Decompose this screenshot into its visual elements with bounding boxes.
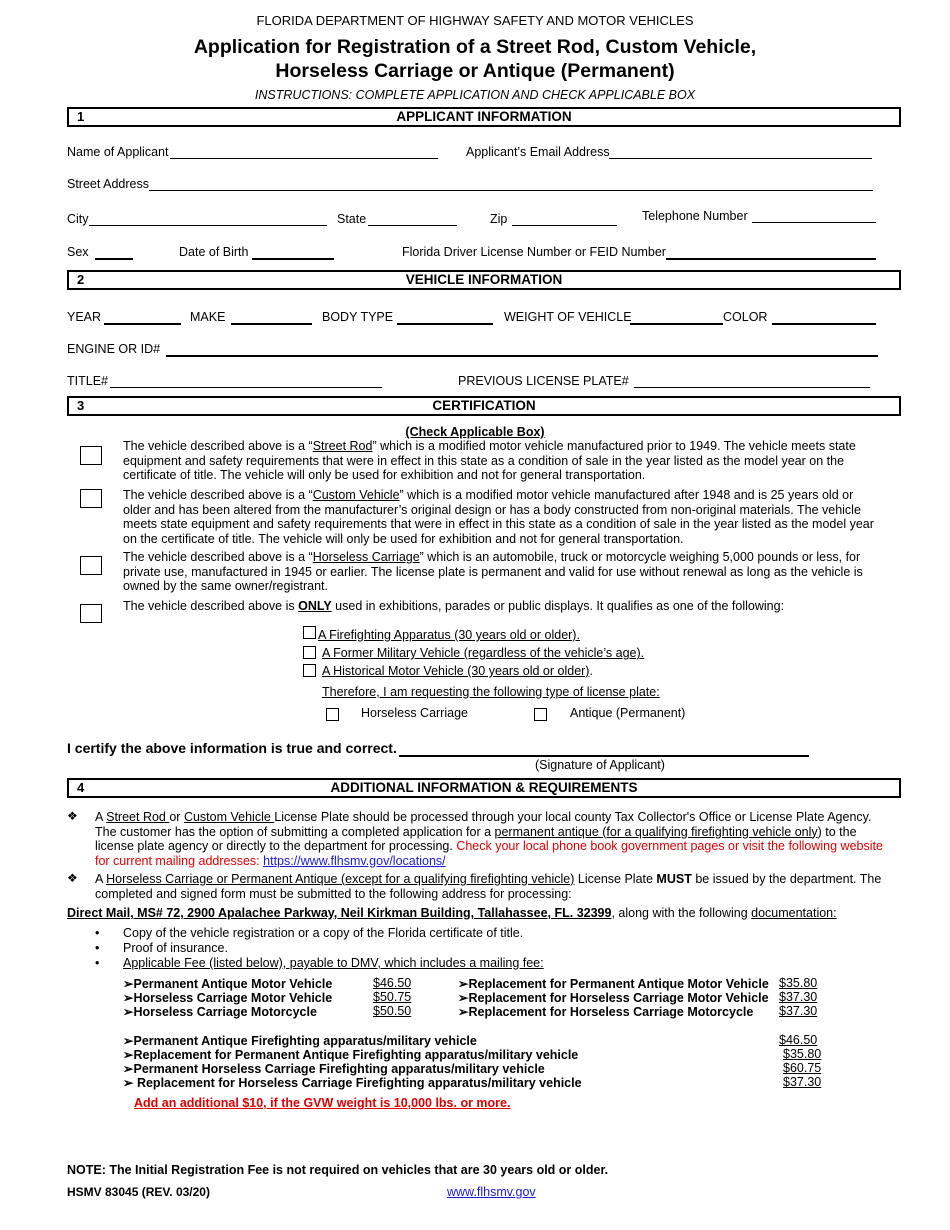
section-number: 4 xyxy=(77,780,85,795)
therefore-statement: Therefore, I am requesting the following type of license plate: xyxy=(322,685,660,699)
signature-field[interactable] xyxy=(399,755,809,757)
prev-plate-field[interactable] xyxy=(634,387,870,388)
street-label: Street Address xyxy=(67,177,149,191)
dob-label: Date of Birth xyxy=(179,245,249,259)
locations-link[interactable]: https://www.flhsmv.gov/locations/ xyxy=(263,853,446,868)
bullet-icon: • xyxy=(95,926,100,940)
website-link[interactable]: www.flhsmv.gov xyxy=(447,1185,536,1199)
phone-label: Telephone Number xyxy=(642,209,748,223)
name-label: Name of Applicant xyxy=(67,145,169,159)
state-field[interactable] xyxy=(368,225,457,226)
engine-label: ENGINE OR ID# xyxy=(67,342,161,356)
engine-field[interactable] xyxy=(166,355,878,357)
fee-label: ➢Horseless Carriage Motorcycle xyxy=(123,1005,317,1019)
fee-label: ➢Permanent Horseless Carriage Firefighting apparatus/military vehicle xyxy=(123,1062,545,1076)
sex-label: Sex xyxy=(67,245,89,259)
fee-amount: $50.50 xyxy=(373,1004,412,1018)
custom-vehicle-statement: The vehicle described above is a “Custom Vehicle” which is a modified motor vehicle manufactured after 1948 and is 25 years old or older and has been altered from the manufacturer’s original design or has a body constructed from non-original materials. The vehicle meets state equipment and safety requirements that were in effect in this state as a condition of sale in the year listed as the model year on the certificate of title. The vehicle will only be used for exhibition and not for general transportation. xyxy=(123,488,874,546)
diamond-bullet-icon: ❖ xyxy=(67,871,78,885)
form-title-line1: Application for Registration of a Street Rod, Custom Vehicle, xyxy=(193,36,757,58)
section-number: 1 xyxy=(77,109,85,124)
fee-amount: $37.30 xyxy=(779,990,818,1004)
doc-item: Copy of the vehicle registration or a copy of the Florida certificate of title. xyxy=(123,926,524,940)
section-title: VEHICLE INFORMATION xyxy=(405,272,563,287)
fee-label: ➢Replacement for Horseless Carriage Motorcycle xyxy=(458,1005,754,1019)
make-label: MAKE xyxy=(190,310,226,324)
exhibition-only-statement: The vehicle described above is ONLY used in exhibitions, parades or public displays. It qualifies as one of the following: xyxy=(123,599,785,613)
fee-amount: $35.80 xyxy=(783,1047,822,1061)
fee-amount: $37.30 xyxy=(779,1004,818,1018)
weight-label: WEIGHT OF VEHICLE xyxy=(504,310,632,324)
fee-amount: $35.80 xyxy=(779,976,818,990)
exhibition-only-checkbox[interactable] xyxy=(80,604,102,623)
historical-checkbox[interactable] xyxy=(303,664,316,677)
prev-plate-label: PREVIOUS LICENSE PLATE# xyxy=(458,374,629,388)
military-checkbox[interactable] xyxy=(303,646,316,659)
fee-amount: $37.30 xyxy=(783,1075,822,1089)
section-number: 3 xyxy=(77,398,85,413)
fee-amount: $50.75 xyxy=(373,990,412,1004)
section-title: ADDITIONAL INFORMATION & REQUIREMENTS xyxy=(330,780,638,795)
zip-field[interactable] xyxy=(512,225,617,226)
doc-item: Proof of insurance. xyxy=(123,941,228,955)
name-field[interactable] xyxy=(170,158,438,159)
year-field[interactable] xyxy=(104,323,181,325)
fee-amount: $60.75 xyxy=(783,1061,822,1075)
historical-option: A Historical Motor Vehicle (30 years old or older). xyxy=(322,664,593,678)
title-field[interactable] xyxy=(110,387,382,388)
instructions: INSTRUCTIONS: COMPLETE APPLICATION AND CHECK APPLICABLE BOX xyxy=(254,88,696,102)
dob-field[interactable] xyxy=(252,258,334,260)
antique-plate-label: Antique (Permanent) xyxy=(570,706,686,720)
department-name: FLORIDA DEPARTMENT OF HIGHWAY SAFETY AND MOTOR VEHICLES xyxy=(256,13,694,28)
gvw-note: Add an additional $10, if the GVW weight is 10,000 lbs. or more. xyxy=(134,1096,511,1110)
diamond-bullet-icon: ❖ xyxy=(67,809,78,823)
fee-label: ➢Permanent Antique Motor Vehicle xyxy=(123,977,333,991)
fee-label: ➢Permanent Antique Firefighting apparatus/military vehicle xyxy=(123,1034,477,1048)
fee-amount: $46.50 xyxy=(373,976,412,990)
section-title: APPLICANT INFORMATION xyxy=(396,109,572,124)
street-rod-processing-note: A Street Rod or Custom Vehicle License Plate should be processed through your local county Tax Collector's Office or License Plate Agency. The customer has the option of submitting a completed application for a permanent antique (for a qualifying firefighting vehicle only) to the license plate agency or directly to the department for processing. Check your local phone book government pages or visit the following website for current mailing addresses: https://www.flhsmv.gov/locations/ xyxy=(95,810,883,868)
footer-note: NOTE: The Initial Registration Fee is not required on vehicles that are 30 years old or older. xyxy=(67,1163,609,1177)
fee-label: ➢Replacement for Horseless Carriage Motor Vehicle xyxy=(458,991,769,1005)
street-rod-statement: The vehicle described above is a “Street Rod” which is a modified motor vehicle manufactured prior to 1949. The vehicle meets state equipment and safety requirements that were in effect in this state as a condition of sale in the year listed as the model year on the certificate of title. The vehicle will only be used for exhibition and not for general transportation. xyxy=(123,439,856,482)
horseless-carriage-statement: The vehicle described above is a “Horseless Carriage” which is an automobile, truck or motorcycle weighing 5,000 pounds or less, for private use, manufactured in 1945 or earlier. The license plate is permanent and valid for use without renewal as long as the vehicle is owned by the same owner/registrant. xyxy=(123,550,863,593)
section-4-header xyxy=(67,778,901,798)
city-field[interactable] xyxy=(89,225,327,226)
certify-statement: I certify the above information is true and correct. xyxy=(67,740,397,756)
firefighting-checkbox[interactable] xyxy=(303,626,316,639)
bullet-icon: • xyxy=(95,956,100,970)
state-label: State xyxy=(337,212,367,226)
horseless-carriage-checkbox[interactable] xyxy=(80,556,102,575)
color-field[interactable] xyxy=(772,323,876,325)
dl-label: Florida Driver License Number or FEID Number xyxy=(402,245,666,259)
section-3-header xyxy=(67,396,901,416)
form-title-line2: Horseless Carriage or Antique (Permanent) xyxy=(275,60,675,82)
body-type-label: BODY TYPE xyxy=(322,310,394,324)
body-type-field[interactable] xyxy=(397,323,493,325)
fee-label: ➢Horseless Carriage Motor Vehicle xyxy=(123,991,333,1005)
zip-label: Zip xyxy=(490,212,508,226)
fee-amount: $46.50 xyxy=(779,1033,818,1047)
form-id: HSMV 83045 (REV. 03/20) xyxy=(67,1185,210,1199)
signature-label: (Signature of Applicant) xyxy=(535,758,665,772)
fee-label: ➢ Replacement for Horseless Carriage Firefighting apparatus/military vehicle xyxy=(123,1076,582,1090)
color-label: COLOR xyxy=(723,310,768,324)
make-field[interactable] xyxy=(231,323,312,325)
section-title: CERTIFICATION xyxy=(432,398,536,413)
section-number: 2 xyxy=(77,272,85,287)
fee-label: ➢Replacement for Permanent Antique Motor Vehicle xyxy=(458,977,769,991)
check-applicable-heading: (Check Applicable Box) xyxy=(405,425,545,439)
horseless-plate-checkbox[interactable] xyxy=(326,708,339,721)
street-rod-checkbox[interactable] xyxy=(80,446,102,465)
email-label: Applicant’s Email Address xyxy=(466,145,610,159)
bullet-icon: • xyxy=(95,941,100,955)
horseless-plate-label: Horseless Carriage xyxy=(361,706,468,720)
custom-vehicle-checkbox[interactable] xyxy=(80,489,102,508)
mailing-address: Direct Mail, MS# 72, 2900 Apalachee Parkway, Neil Kirkman Building, Tallahassee, FL. 32399, along with the following documentation: xyxy=(67,906,837,920)
sex-field[interactable] xyxy=(95,258,133,260)
title-label: TITLE# xyxy=(67,374,108,388)
year-label: YEAR xyxy=(67,310,102,324)
weight-field[interactable] xyxy=(630,323,723,325)
fee-label: ➢Replacement for Permanent Antique Firefighting apparatus/military vehicle xyxy=(123,1048,579,1062)
city-label: City xyxy=(67,212,89,226)
antique-plate-checkbox[interactable] xyxy=(534,708,547,721)
email-field[interactable] xyxy=(609,158,872,159)
phone-field[interactable] xyxy=(752,222,876,223)
section-1-header xyxy=(67,107,901,127)
military-option: A Former Military Vehicle (regardless of the vehicle’s age). xyxy=(322,646,645,660)
doc-item: Applicable Fee (listed below), payable to DMV, which includes a mailing fee: xyxy=(123,956,544,970)
dl-field[interactable] xyxy=(666,258,876,260)
section-2-header xyxy=(67,270,901,290)
street-field[interactable] xyxy=(149,190,873,191)
firefighting-option: A Firefighting Apparatus (30 years old or older). xyxy=(318,628,580,642)
horseless-processing-note: A Horseless Carriage or Permanent Antique (except for a qualifying firefighting vehicle) License Plate MUST be issued by the department. The completed and signed form must be submitted to the following address for processing: xyxy=(95,872,882,901)
